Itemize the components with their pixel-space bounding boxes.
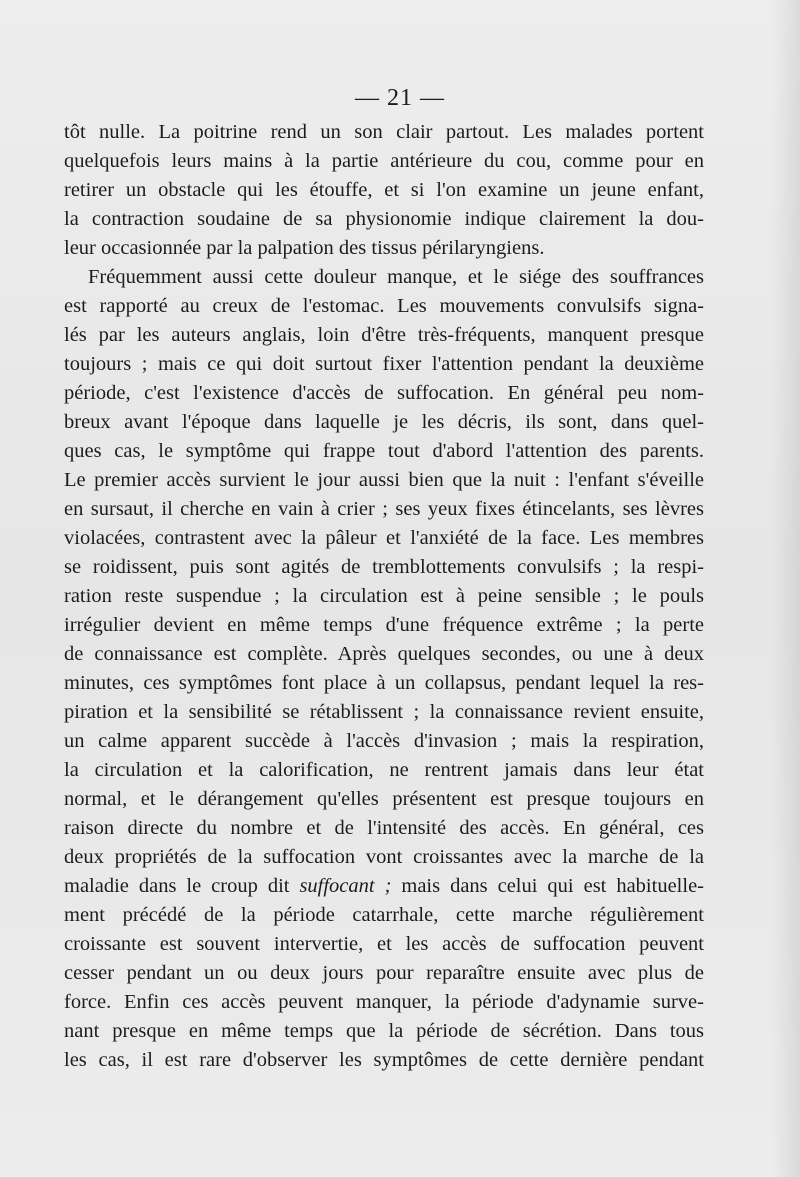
text-line: irrégulier devient en même temps d'une fréquence extrême ; la perte [64, 614, 704, 636]
text-line: la circulation et la calorification, ne rentrent jamais dans leur état [64, 759, 704, 781]
text-line: en sursaut, il cherche en vain à crier ; ses yeux fixes étincelants, ses lèvres [64, 498, 704, 520]
text-line: nant presque en même temps que la période de sécrétion. Dans tous [64, 1020, 704, 1042]
text-line: breux avant l'époque dans laquelle je les décris, ils sont, dans quel- [64, 411, 704, 433]
page-number: — 21 — [355, 85, 445, 111]
text-fragment: mais dans celui qui est habituelle- [391, 875, 704, 897]
text-line: tôt nulle. La poitrine rend un son clair partout. Les malades portent [64, 121, 704, 143]
text-line: toujours ; mais ce qui doit surtout fixer l'attention pendant la deuxième [64, 353, 704, 375]
text-line: force. Enfin ces accès peuvent manquer, la période d'adynamie surve- [64, 991, 704, 1013]
text-line: période, c'est l'existence d'accès de suffocation. En général peu nom- [64, 382, 704, 404]
paragraph-start-line: Fréquemment aussi cette douleur manque, et le siége des souffrances [88, 266, 704, 288]
text-line: quelquefois leurs mains à la partie antérieure du cou, comme pour en [64, 150, 704, 172]
text-line: croissante est souvent intervertie, et les accès de suffocation peuvent [64, 933, 704, 955]
paragraph-end-line: leur occasionnée par la palpation des tissus périlaryngiens. [64, 237, 545, 259]
text-line: ques cas, le symptôme qui frappe tout d'abord l'attention des parents. [64, 440, 704, 462]
body-text [64, 118, 704, 1075]
text-line: ration reste suspendue ; la circulation est à peine sensible ; le pouls [64, 585, 704, 607]
text-line: raison directe du nombre et de l'intensité des accès. En général, ces [64, 817, 704, 839]
text-line: normal, et le dérangement qu'elles présentent est presque toujours en [64, 788, 704, 810]
text-line: minutes, ces symptômes font place à un collapsus, pendant lequel la res- [64, 672, 704, 694]
text-line-with-italic [64, 872, 704, 901]
text-line: ment précédé de la période catarrhale, cette marche régulièrement [64, 904, 704, 926]
italic-term: suffocant ; [299, 875, 392, 897]
text-line: piration et la sensibilité se rétablissent ; la connaissance revient ensuite, [64, 701, 704, 723]
text-line: violacées, contrastent avec la pâleur et l'anxiété de la face. Les membres [64, 527, 704, 549]
text-line: de connaissance est complète. Après quelques secondes, ou une à deux [64, 643, 704, 665]
text-line: un calme apparent succède à l'accès d'invasion ; mais la respiration, [64, 730, 704, 752]
text-line: lés par les auteurs anglais, loin d'être très-fréquents, manquent presque [64, 324, 704, 346]
text-line: les cas, il est rare d'observer les symptômes de cette dernière pendant [64, 1049, 704, 1071]
text-line: cesser pendant un ou deux jours pour reparaître ensuite avec plus de [64, 962, 704, 984]
text-line: deux propriétés de la suffocation vont croissantes avec la marche de la [64, 846, 704, 868]
text-line: se roidissent, puis sont agités de tremblottements convulsifs ; la respi- [64, 556, 704, 578]
text-line: la contraction soudaine de sa physionomie indique clairement la dou- [64, 208, 704, 230]
text-line: est rapporté au creux de l'estomac. Les mouvements convulsifs signa- [64, 295, 704, 317]
text-line: retirer un obstacle qui les étouffe, et si l'on examine un jeune enfant, [64, 179, 704, 201]
text-line: Le premier accès survient le jour aussi bien que la nuit : l'enfant s'éveille [64, 469, 704, 491]
text-fragment: maladie dans le croup dit [64, 875, 300, 897]
